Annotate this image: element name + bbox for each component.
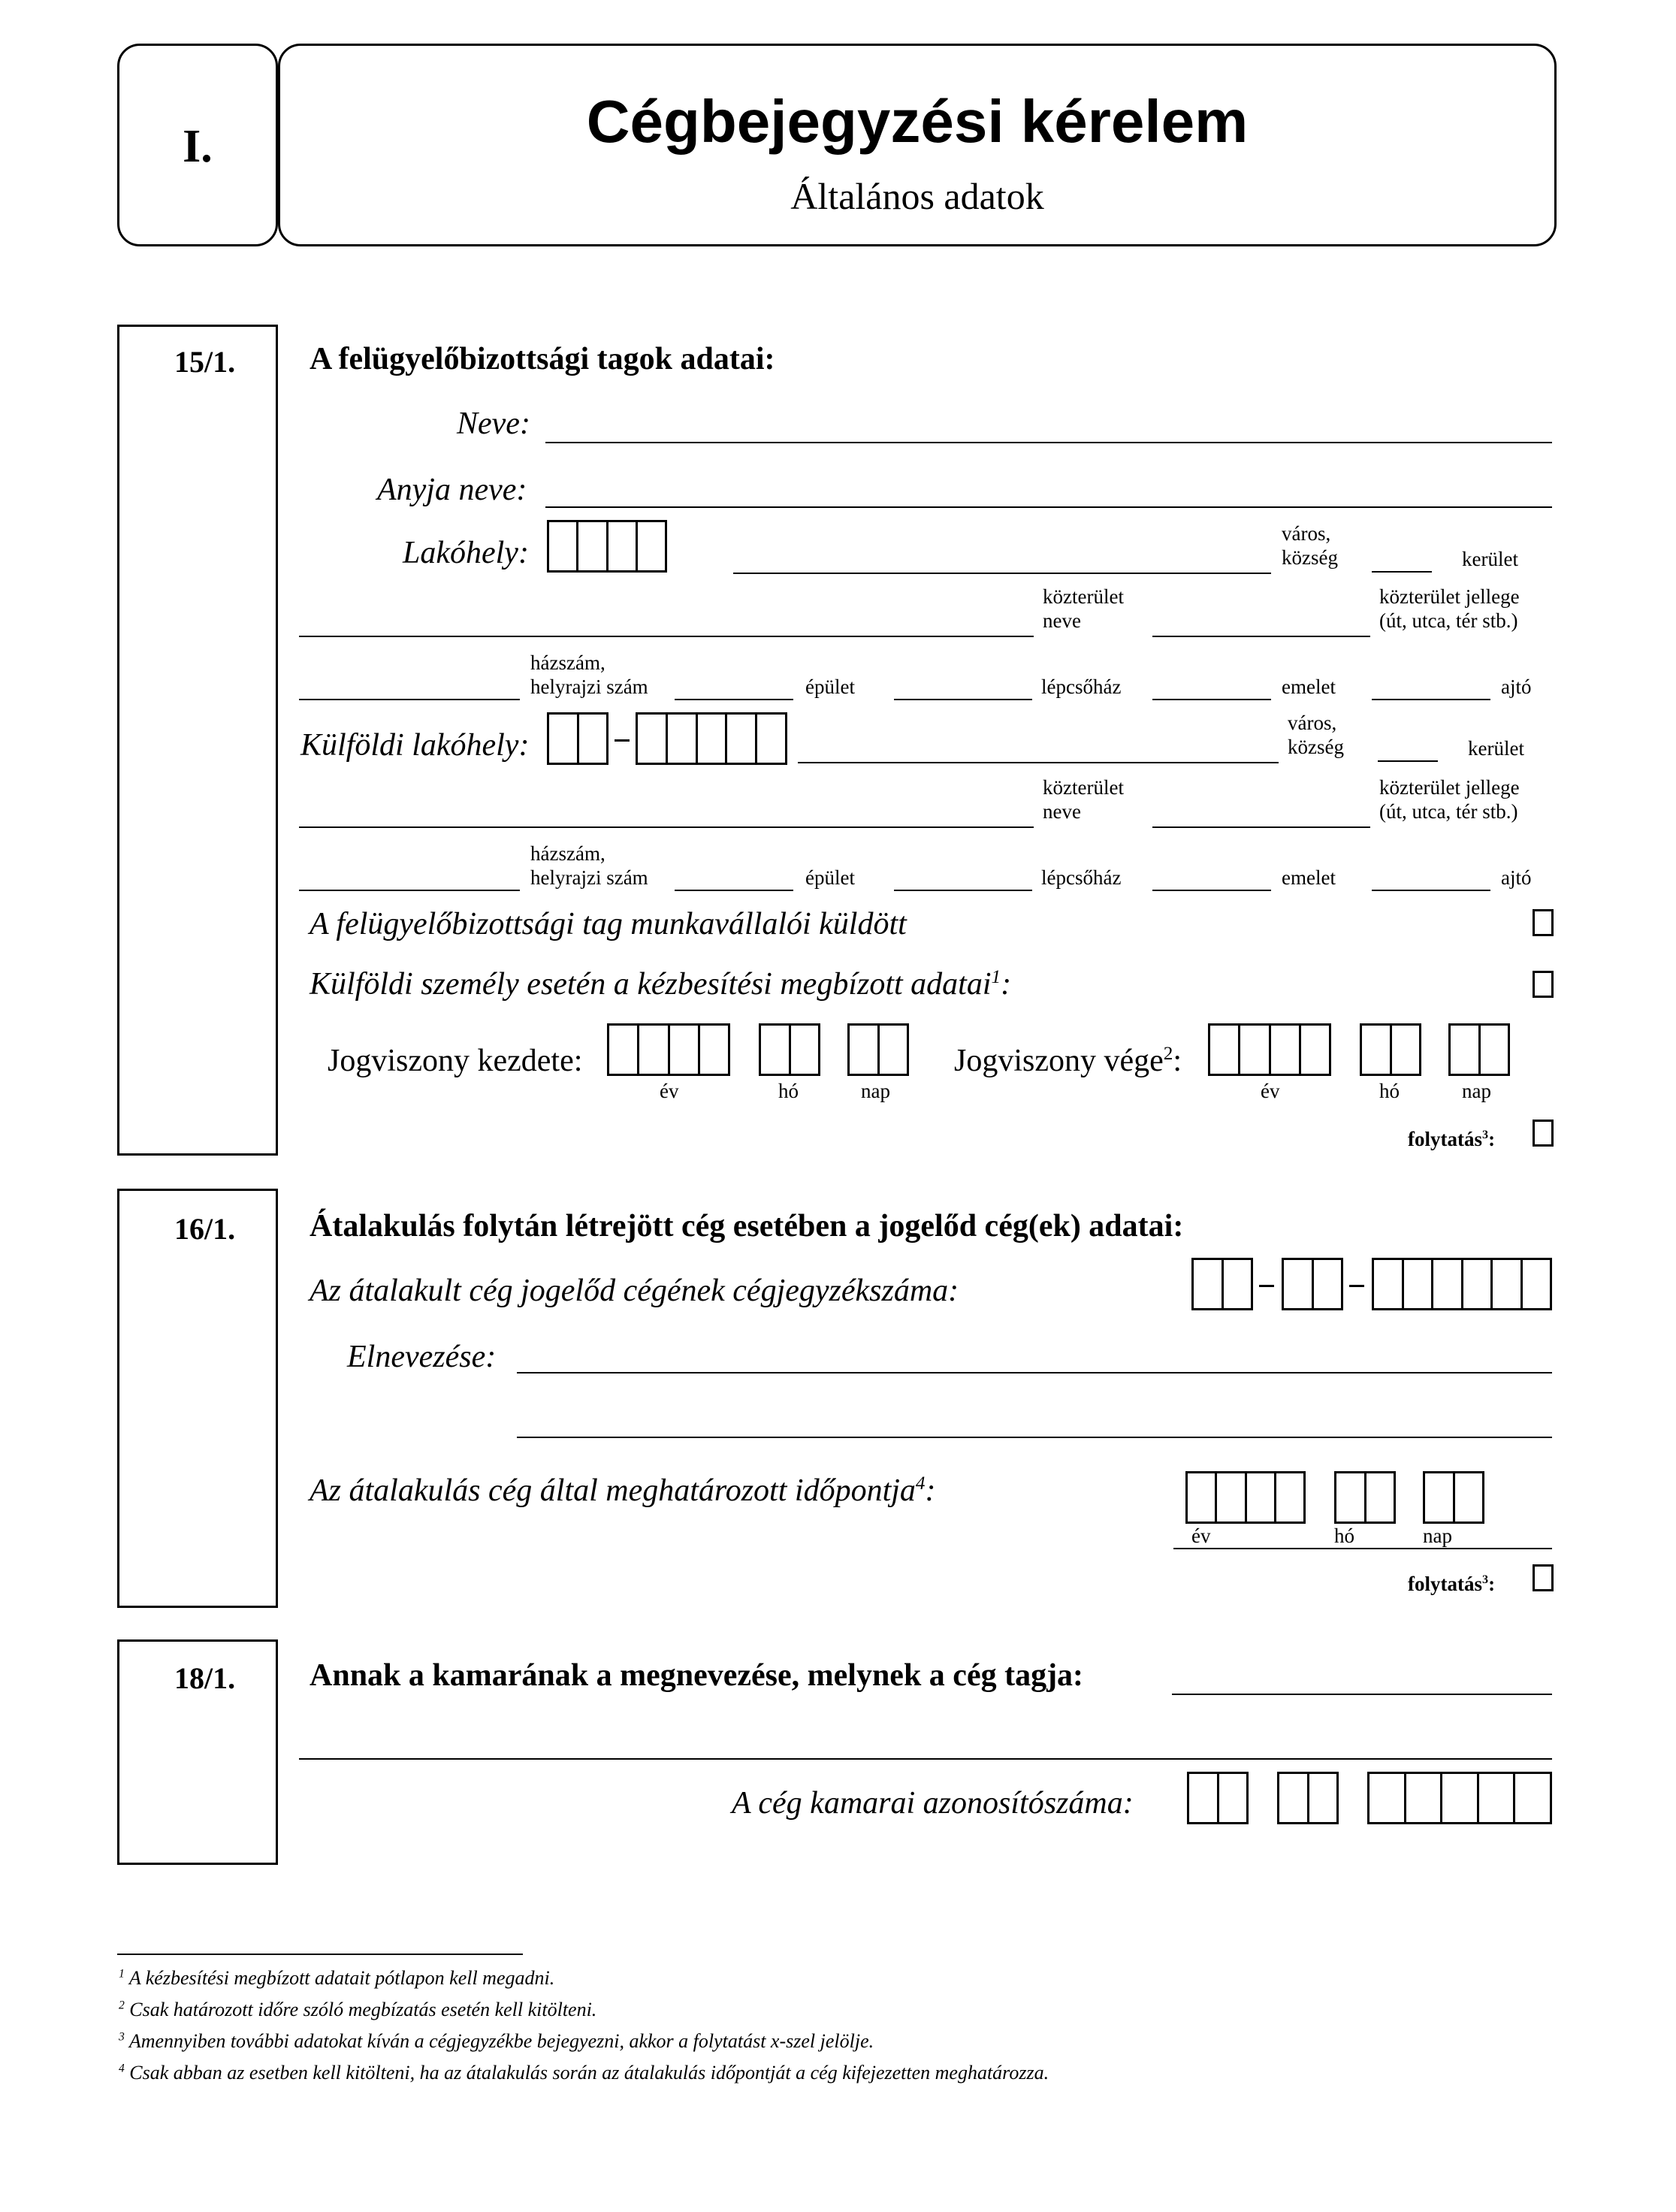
kamara-megnevezes-field-2[interactable] <box>299 1758 1552 1760</box>
kulfoldi-kerulet-label: kerület <box>1468 737 1524 760</box>
lakohely-ajto-field[interactable] <box>1372 699 1490 700</box>
kulfoldi-kozterulet-neve-label: közterület neve <box>1043 776 1124 823</box>
jogviszony-kezdete-label: Jogviszony kezdete: <box>328 1044 583 1078</box>
idopont-ho-label: hó <box>1334 1525 1354 1547</box>
vege-ev-cells[interactable] <box>1208 1023 1331 1076</box>
kulfoldi-epulet-label: épület <box>805 866 855 889</box>
kulfoldi-kozterulet-jellege-label: közterület jellege (út, utca, tér stb.) <box>1379 776 1520 823</box>
vege-ev-label: év <box>1261 1080 1280 1102</box>
azonosito-cells-3[interactable] <box>1367 1772 1552 1824</box>
azonosito-cells-2[interactable] <box>1277 1772 1339 1824</box>
section-15-heading: A felügyelőbizottsági tagok adatai: <box>310 342 775 376</box>
page-subtitle: Általános adatok <box>790 175 1044 217</box>
atalakulas-idopont-label: Az átalakulás cég által meghatározott időpontja$^4$: <box>310 1473 936 1508</box>
munkavallaloi-kuldott-checkbox[interactable] <box>1533 909 1554 936</box>
kezdete-ho-label: hó <box>778 1080 799 1102</box>
section-16-heading: Átalakulás folytán létrejött cég esetében a jogelőd cég(ek) adatai: <box>310 1209 1184 1243</box>
elnevezese-field-1[interactable] <box>517 1372 1552 1373</box>
kulfoldi-emelet-field[interactable] <box>1152 890 1271 891</box>
kezdete-nap-label: nap <box>861 1080 890 1102</box>
footnote-2: $^2$ Csak határozott időre szóló megbízatás esetén kell kitölteni. <box>119 1999 597 2020</box>
vege-ho-cells[interactable] <box>1360 1023 1421 1076</box>
kulfoldi-ajto-label: ajtó <box>1501 866 1532 889</box>
lakohely-kerulet-label: kerület <box>1462 548 1518 570</box>
section-16-number-box <box>117 1189 278 1608</box>
page-title: Cégbejegyzési kérelem <box>586 88 1249 155</box>
vege-ho-label: hó <box>1379 1080 1400 1102</box>
section-15-number-box <box>117 325 278 1156</box>
lakohely-kozterulet-neve-label: közterület neve <box>1043 585 1124 632</box>
kamarai-azonosito-label: A cég kamarai azonosítószáma: <box>732 1786 1134 1821</box>
kulfoldi-hazszam-field[interactable] <box>299 890 520 891</box>
kulfoldi-varos-label: város, község <box>1288 712 1344 758</box>
lakohely-lepcsohaz-label: lépcsőház <box>1041 675 1122 698</box>
s16-folytatas-label: folytatás$^3$: <box>1408 1573 1496 1595</box>
kulfoldi-lepcsohaz-field[interactable] <box>894 890 1032 891</box>
idopont-baseline <box>1173 1548 1552 1549</box>
lakohely-kozterulet-neve-field[interactable] <box>299 636 1034 637</box>
neve-label: Neve: <box>457 406 530 441</box>
section-18-number: 18/1. <box>174 1661 236 1695</box>
kamara-megnevezes-field-1[interactable] <box>1172 1694 1552 1695</box>
kezdete-nap-cells[interactable] <box>847 1023 909 1076</box>
kulfoldi-epulet-field[interactable] <box>675 890 793 891</box>
lakohely-emelet-label: emelet <box>1282 675 1336 698</box>
footnote-1: $^1$ A kézbesítési megbízott adatait pótlapon kell megadni. <box>119 1967 555 1989</box>
s15-folytatas-checkbox[interactable] <box>1533 1120 1554 1147</box>
idopont-ho-cells[interactable] <box>1334 1471 1396 1524</box>
lakohely-emelet-field[interactable] <box>1152 699 1271 700</box>
kulfoldi-kerulet-field[interactable] <box>1378 760 1438 762</box>
lakohely-lepcsohaz-field[interactable] <box>894 699 1032 700</box>
lakohely-epulet-field[interactable] <box>675 699 793 700</box>
cegjegyzekszam-dash-2 <box>1349 1285 1364 1287</box>
neve-field[interactable] <box>545 442 1552 443</box>
munkavallaloi-kuldott-label: A felügyelőbizottsági tag munkavállalói küldött <box>310 907 907 941</box>
kezbesitesi-megbizott-label: Külföldi személy esetén a kézbesítési megbízott adatai$^1$: <box>310 967 1012 1002</box>
footnote-4: $^4$ Csak abban az esetben kell kitölteni, ha az átalakulás során az átalakulás időpontját a cég kifejezetten meghatározza. <box>119 2062 1049 2084</box>
vege-nap-label: nap <box>1462 1080 1491 1102</box>
jogviszony-vege-label: Jogviszony vége$^2$: <box>954 1044 1182 1078</box>
section-roman-numeral: I. <box>183 121 213 172</box>
azonosito-cells-1[interactable] <box>1187 1772 1249 1824</box>
section-18-heading: Annak a kamarának a megnevezése, melynek a cég tagja: <box>310 1658 1084 1693</box>
kulfoldi-lakohely-label: Külföldi lakóhely: <box>300 728 530 763</box>
anyja-neve-label: Anyja neve: <box>377 473 527 507</box>
anyja-neve-field[interactable] <box>545 506 1552 508</box>
section-16-number: 16/1. <box>174 1212 236 1246</box>
cegjegyzekszam-cells-1[interactable] <box>1191 1258 1253 1310</box>
cegjegyzekszam-cells-2[interactable] <box>1282 1258 1343 1310</box>
elnevezese-label: Elnevezése: <box>347 1340 497 1374</box>
kezbesitesi-megbizott-checkbox[interactable] <box>1533 971 1554 998</box>
lakohely-epulet-label: épület <box>805 675 855 698</box>
kulfoldi-ajto-field[interactable] <box>1372 890 1490 891</box>
kezdete-ev-label: év <box>660 1080 679 1102</box>
kulfoldi-country-code-cells[interactable] <box>547 712 608 765</box>
elnevezese-field-2[interactable] <box>517 1437 1552 1438</box>
footnote-separator <box>117 1954 523 1955</box>
lakohely-ajto-label: ajtó <box>1501 675 1532 698</box>
lakohely-city-field[interactable] <box>733 573 1271 574</box>
section-15-number: 15/1. <box>174 345 236 379</box>
cegjegyzekszam-label: Az átalakult cég jogelőd cégének cégjegyzékszáma: <box>310 1274 959 1308</box>
lakohely-postal-code-cells[interactable] <box>547 520 667 573</box>
kulfoldi-kozterulet-neve-field[interactable] <box>299 826 1034 828</box>
lakohely-varos-label: város, község <box>1282 522 1338 569</box>
idopont-nap-cells[interactable] <box>1423 1471 1484 1524</box>
idopont-nap-label: nap <box>1423 1525 1452 1547</box>
kulfoldi-postal-code-cells[interactable] <box>636 712 787 765</box>
idopont-ev-label: év <box>1191 1525 1211 1547</box>
kulfoldi-city-field[interactable] <box>798 762 1279 763</box>
vege-nap-cells[interactable] <box>1448 1023 1510 1076</box>
footnote-3: $^3$ Amennyiben további adatokat kíván a cégjegyzékbe bejegyezni, akkor a folytatást x-szel jelölje. <box>119 2030 874 2052</box>
cegjegyzekszam-dash-1 <box>1259 1285 1274 1287</box>
cegjegyzekszam-cells-3[interactable] <box>1372 1258 1552 1310</box>
s16-folytatas-checkbox[interactable] <box>1533 1564 1554 1591</box>
lakohely-kozterulet-jellege-label: közterület jellege (út, utca, tér stb.) <box>1379 585 1520 632</box>
idopont-ev-cells[interactable] <box>1185 1471 1306 1524</box>
kulfoldi-hazszam-label: házszám, helyrajzi szám <box>530 842 648 889</box>
kezdete-ev-cells[interactable] <box>607 1023 730 1076</box>
kulfoldi-kozterulet-jellege-field[interactable] <box>1152 826 1370 828</box>
kezdete-ho-cells[interactable] <box>759 1023 820 1076</box>
kulfoldi-emelet-label: emelet <box>1282 866 1336 889</box>
lakohely-hazszam-field[interactable] <box>299 699 520 700</box>
kulfoldi-lepcsohaz-label: lépcsőház <box>1041 866 1122 889</box>
lakohely-kozterulet-jellege-field[interactable] <box>1152 636 1370 637</box>
lakohely-kerulet-field[interactable] <box>1372 571 1432 573</box>
lakohely-label: Lakóhely: <box>403 536 529 570</box>
lakohely-hazszam-label: házszám, helyrajzi szám <box>530 651 648 698</box>
s15-folytatas-label: folytatás$^3$: <box>1408 1128 1496 1150</box>
kulfoldi-dash <box>615 739 630 742</box>
